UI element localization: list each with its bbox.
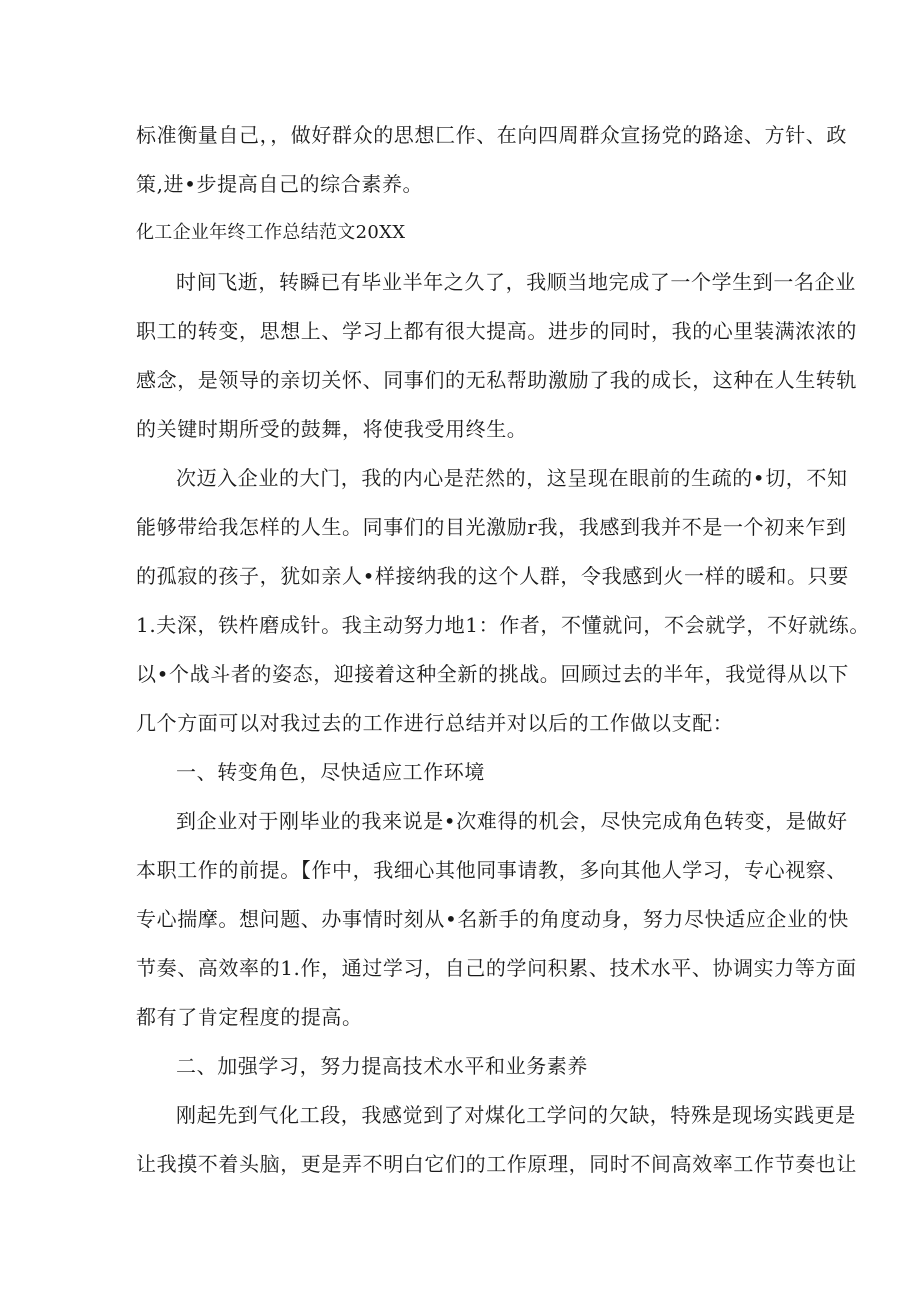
body-text-line: 几个方面可以对我过去的工作进行总结并对以后的工作做以支配： bbox=[136, 711, 734, 735]
article-title: 化工企业年终工作总结范文20XX bbox=[136, 222, 406, 243]
body-text-line: 让我摸不着头脑，更是弄不明白它们的工作原理，同时不间高效率工作节奏也让 bbox=[136, 1152, 857, 1176]
body-text-line: 标准衡量自己，，做好群众的思想匚作、在向四周群众宣扬党的路途、方针、政 bbox=[136, 123, 847, 147]
paragraph-start-line: 到企业对于刚毕业的我来说是•次难得的机会，尽快完成角色转变，是做好 bbox=[176, 809, 848, 833]
paragraph-start-line: 次迈入企业的大门，我的内心是茫然的，这呈现在眼前的生疏的•切，不知 bbox=[176, 466, 848, 490]
body-text-line: 1.夫深，铁杵磨成针。我主动努力地1：作者，不懂就问，不会就学，不好就练。 bbox=[136, 613, 871, 637]
paragraph-start-line: 时间飞逝，转瞬已有毕业半年之久了，我顺当地完成了一个学生到一名企业 bbox=[176, 270, 856, 294]
section-heading-1: 一、转变角色，尽快适应工作环境 bbox=[176, 760, 485, 784]
paragraph-start-line: 刚起先到气化工段，我感觉到了对煤化工学问的欠缺，特殊是现场实践更是 bbox=[176, 1103, 856, 1127]
body-text-line: 节奏、高效率的1.作，通过学习，自己的学问积累、技术水平、协调实力等方面 bbox=[136, 956, 857, 980]
section-heading-2: 二、加强学习，努力提高技术水平和业务素养 bbox=[176, 1054, 588, 1078]
body-text-line: 都有了肯定程度的提高。 bbox=[136, 1005, 363, 1029]
body-text-line: 专心揣摩。想问题、办事情时刻从•名新手的角度动身，努力尽快适应企业的快 bbox=[136, 907, 849, 931]
body-text-line: 感念，是领导的亲切关怀、同事们的无私帮助激励了我的成长，这种在人生转轨 bbox=[136, 368, 857, 392]
body-text-line: 能够带给我怎样的人生。同事们的目光激励r我，我感到我并不是一个初来乍到 bbox=[136, 515, 847, 539]
body-text-line: 职工的转变，思想上、学习上都有很大提高。进步的同时，我的心里装满浓浓的 bbox=[136, 319, 857, 343]
body-text-line: 的孤寂的孩子，犹如亲人•样接纳我的这个人群，令我感到火一样的暖和。只要 bbox=[136, 564, 849, 588]
body-text-line: 本职工作的前提。【作中，我细心其他同事请教，多向其他人学习，专心视察、 bbox=[136, 858, 847, 882]
body-text-line: 的关键时期所受的鼓舞，将使我受用终生。 bbox=[136, 417, 528, 441]
body-text-line: 以•个战斗者的姿态，迎接着这种全新的挑战。回顾过去的半年，我觉得从以下 bbox=[136, 662, 849, 686]
body-text-line: 策,进•步提高自己的综合素养。 bbox=[136, 172, 424, 196]
